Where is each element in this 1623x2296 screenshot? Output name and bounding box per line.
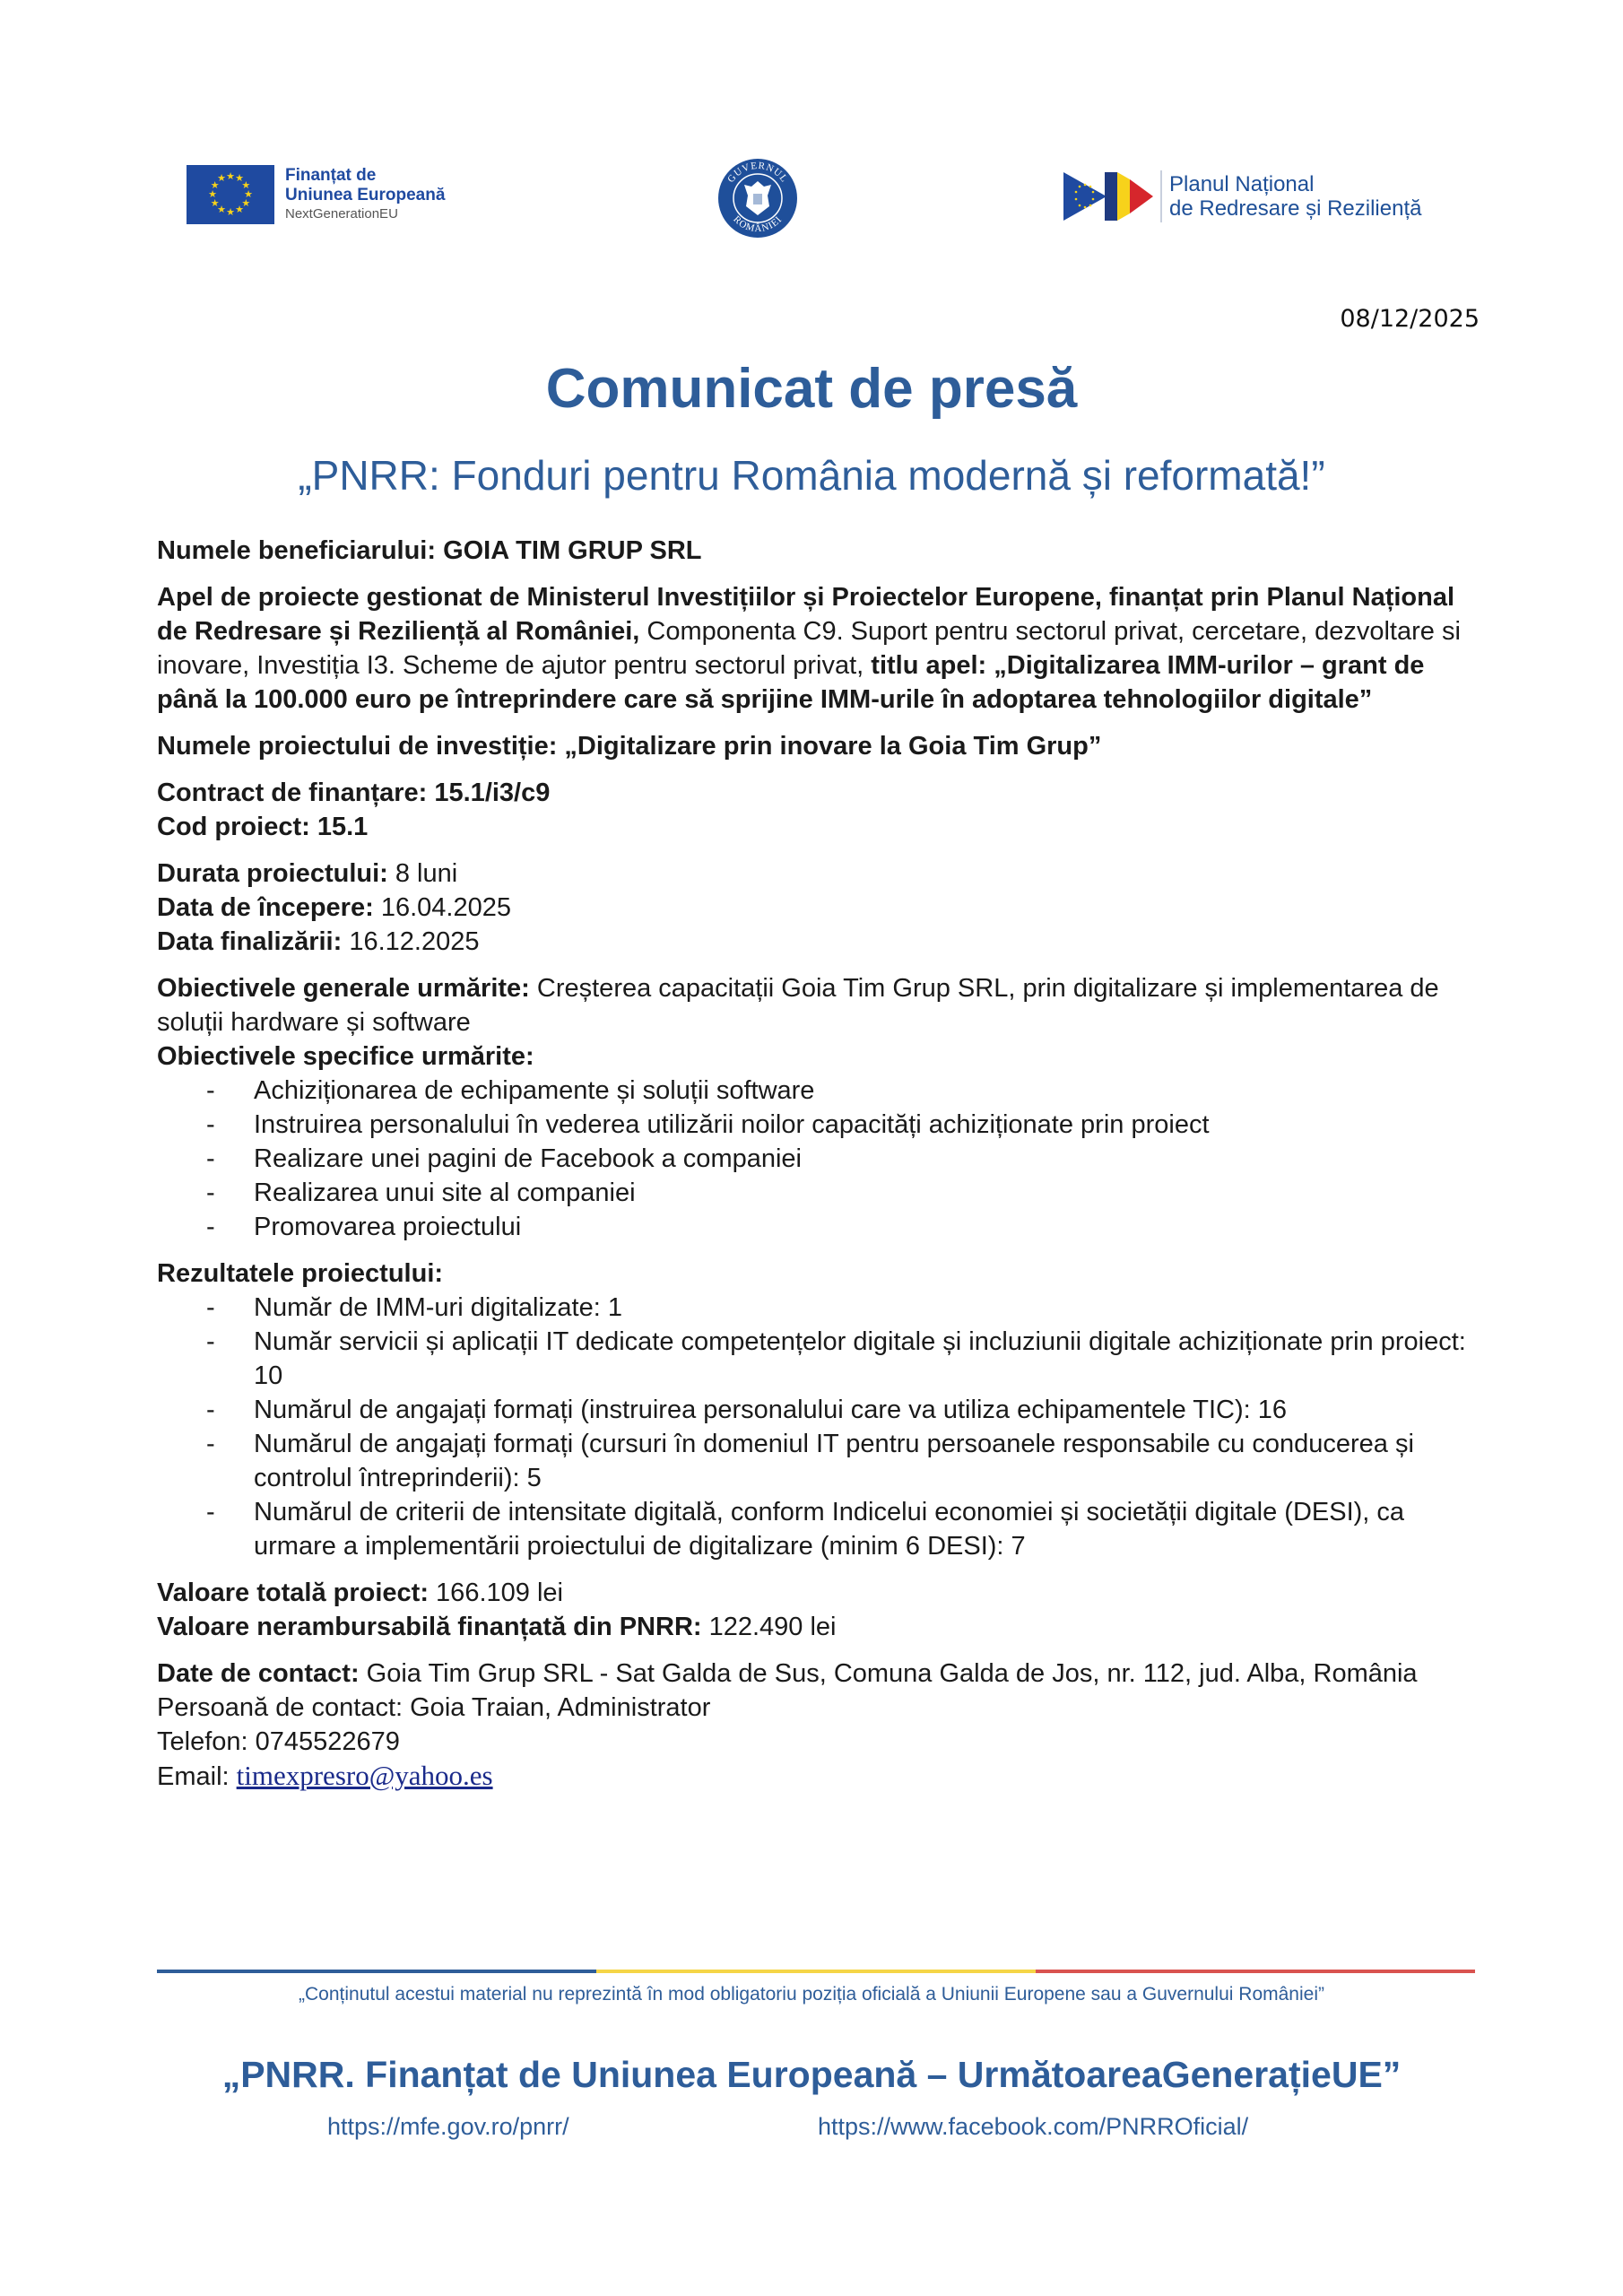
results-heading: Rezultatele proiectului: [157, 1259, 444, 1288]
eu-logo-line2: Uniunea Europeană [285, 186, 446, 204]
list-item: - Realizare unei pagini de Facebook a companiei [206, 1144, 802, 1173]
page-subtitle: „PNRR: Fonduri pentru România modernă și reformată!” [298, 452, 1325, 499]
pnrr-logo-line1: Planul Național [1169, 172, 1315, 196]
list-item: - Numărul de angajați formați (instruirea personalului care va utiliza echipamentele TIC): 16 [206, 1396, 1287, 1424]
pnrr-arrows-icon [1063, 172, 1153, 221]
eu-star-icon: ★ [226, 170, 235, 182]
list-item: - Instruirea personalului în vederea utilizării noilor capacități achiziționate prin proiect [206, 1110, 1210, 1139]
mfe-link[interactable]: https://mfe.gov.ro/pnrr/ [327, 2113, 569, 2140]
contact-phone: Telefon: 0745522679 [157, 1727, 400, 1756]
general-objectives: Obiectivele generale urmărite: Creșterea capacitații Goia Tim Grup SRL, prin digitalizare și implementarea de soluții hardware și software [157, 974, 1439, 1037]
pnrr-logo [1063, 170, 1421, 222]
total-value: Valoare totală proiect: 166.109 lei [157, 1578, 563, 1607]
disclaimer: „Conținutul acestui material nu reprezintă în mod obligatoriu poziția oficială a Uniunii Europene sau a Guvernului României” [299, 1984, 1324, 2005]
list-item: - Achiziționarea de echipamente și soluții software [206, 1076, 815, 1105]
eu-star-icon: ★ [241, 179, 251, 191]
end-date: Data finalizării: 16.12.2025 [157, 927, 480, 956]
project-name: Numele proiectului de investiție: „Digitalizare prin inovare la Goia Tim Grup” [157, 732, 1102, 761]
beneficiary: Numele beneficiarului: GOIA TIM GRUP SRL [157, 536, 702, 565]
start-date: Data de începere: 16.04.2025 [157, 893, 511, 922]
romanian-government-logo [717, 158, 798, 239]
email-link[interactable]: timexpresro@yahoo.es [236, 1760, 493, 1791]
gov-logo-top-text: GUVERNUL [725, 160, 790, 185]
romanian-coat-of-arms-icon [717, 158, 798, 239]
project-duration: Durata proiectului: 8 luni [157, 859, 458, 888]
call-description: Apel de proiecte gestionat de Ministerul Investițiilor și Proiectelor Europene, finanțat prin Planul Național de Redresare și Reziliență al României, Componenta C9. Suport pentru sectorul privat, cercetare, dezvoltare si inovare, Investiția I3. Scheme de ajutor pentru sectorul privat, titlu apel: „Digitalizarea IMM-urilor – grant de până la 100.000 euro pe întreprindere care să sprijine IMM-urile în adoptarea tehnologiilor digitale” [157, 583, 1461, 714]
footer-slogan: „PNRR. Finanțat de Uniunea Europeană – UrmătoareaGenerațieUE” [221, 2054, 1402, 2095]
list-item: - Numărul de criterii de intensitate digitală, conform Indicelui economiei și societății digitale (DESI), ca urmare a implementării proiectului de digitalizare (minim 6 DESI): 7 [206, 1498, 1405, 1561]
eu-star-icon: ★ [226, 206, 235, 218]
contact-email: Email: timexpresro@yahoo.es [157, 1760, 493, 1791]
results-list [157, 1291, 1475, 1563]
eu-star-icon: ★ [217, 204, 226, 215]
specific-objectives-list [157, 1074, 1475, 1244]
page-title: Comunicat de presă [545, 358, 1078, 420]
list-item: - Număr servicii și aplicații IT dedicate competențelor digitale și incluziunii digitale achiziționate prin proiect: 10 [206, 1327, 1466, 1390]
eu-star-icon: ★ [235, 204, 244, 215]
eu-star-icon: ★ [208, 188, 217, 200]
eu-logo-line3: NextGenerationEU [285, 206, 398, 222]
facebook-link[interactable]: https://www.facebook.com/PNRROficial/ [818, 2113, 1249, 2140]
pnrr-logo-line2: de Redresare și Reziliență [1169, 196, 1422, 221]
eu-star-icon: ★ [235, 173, 244, 185]
eu-star-icon: ★ [210, 197, 220, 209]
eu-star-icon: ★ [210, 179, 220, 191]
gov-logo-bottom-text: ROMÂNIEI [731, 213, 785, 235]
list-item: - Numărul de angajați formați (cursuri în domeniul IT pentru persoanele responsabile cu conducerea și controlul întreprinderii): 5 [206, 1430, 1414, 1492]
list-item: - Realizarea unui site al companiei [206, 1178, 636, 1207]
list-item: - Număr de IMM-uri digitalizate: 1 [206, 1293, 622, 1322]
list-item: - Promovarea proiectului [206, 1213, 522, 1241]
tricolor-divider [157, 1970, 1475, 1973]
contact-person: Persoană de contact: Goia Traian, Administrator [157, 1693, 711, 1722]
eu-star-icon: ★ [244, 188, 253, 200]
eu-star-icon: ★ [217, 173, 226, 185]
specific-objectives-heading: Obiectivele specifice urmărite: [157, 1042, 534, 1071]
contact-address: Date de contact: Goia Tim Grup SRL - Sat Galda de Sus, Comuna Galda de Jos, nr. 112, jud. Alba, România [157, 1659, 1418, 1688]
press-release-body [157, 534, 1475, 1794]
eu-funding-logo [187, 165, 445, 224]
eu-logo-line1: Finanțat de [285, 166, 377, 185]
grant-value: Valoare nerambursabilă finanțată din PNRR: 122.490 lei [157, 1613, 837, 1641]
document-date: 08/12/2025 [1340, 305, 1480, 333]
project-code: Cod proiect: 15.1 [157, 813, 369, 841]
contract-number: Contract de finanțare: 15.1/i3/c9 [157, 778, 551, 807]
eu-flag-icon [187, 165, 274, 224]
eu-star-icon: ★ [241, 197, 251, 209]
